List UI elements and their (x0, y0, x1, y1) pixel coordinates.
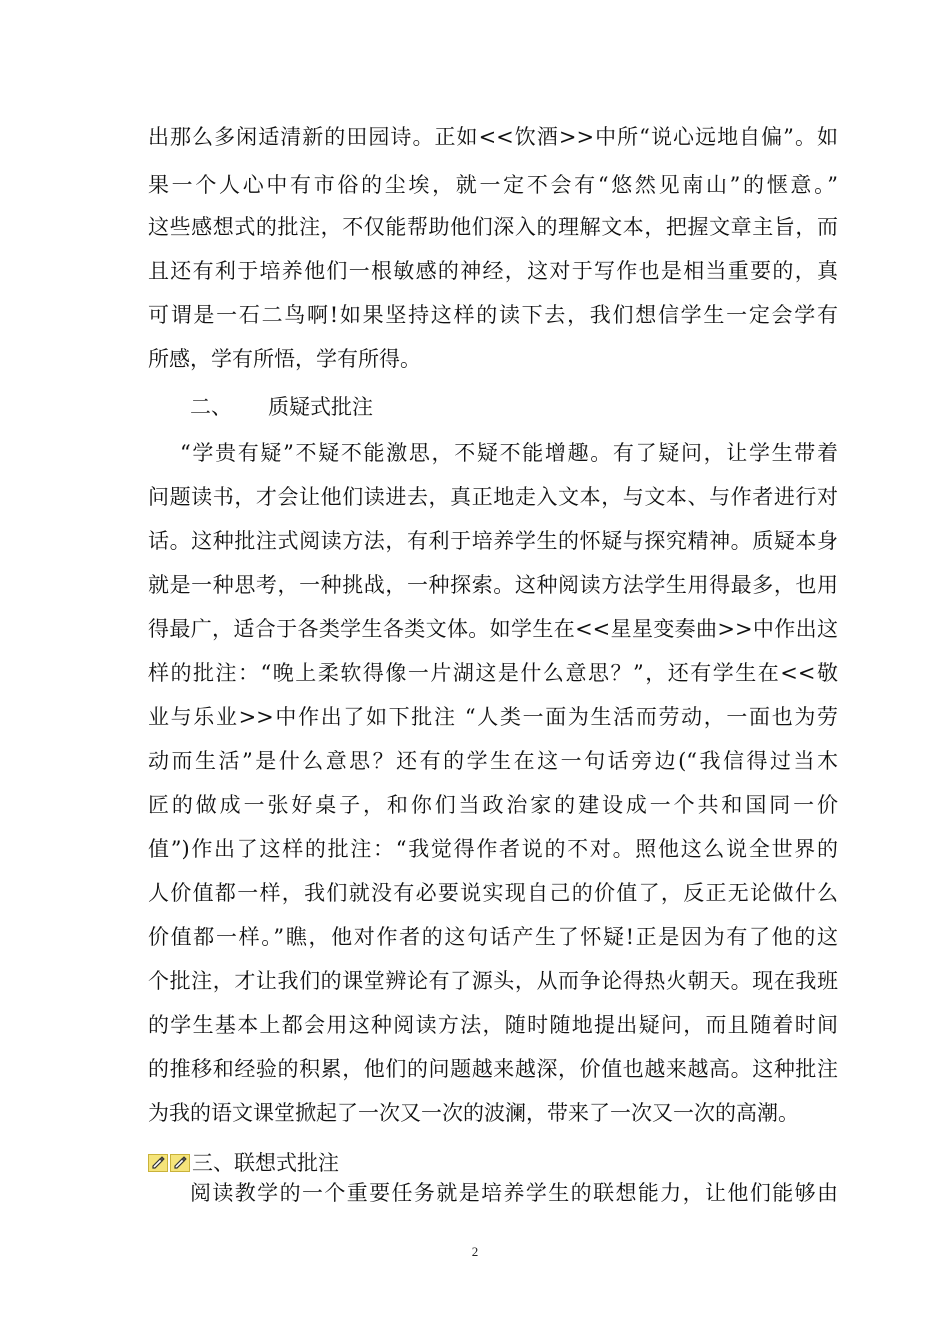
paragraph-line: 且还有利于培养他们一根敏感的神经，这对于写作也是相当重要的，真 (148, 259, 838, 283)
paragraph-line: 这些感想式的批注，不仅能帮助他们深入的理解文本，把握文章主旨，而 (148, 215, 838, 239)
paragraph-line: 出那么多闲适清新的田园诗。正如<<饮酒>>中所“说心远地自偏”。如 (148, 125, 838, 149)
paragraph-line: 为我的语文课堂掀起了一次又一次的波澜，带来了一次又一次的高潮。 (148, 1101, 799, 1125)
paragraph-line: 话。这种批注式阅读方法，有利于培养学生的怀疑与探究精神。质疑本身 (148, 529, 838, 553)
section-title: 三、联想式批注 (192, 1151, 339, 1175)
paragraph-line: 匠的做成一张好桌子，和你们当政治家的建设成一个共和国同一价 (148, 793, 838, 817)
paragraph-line: 得最广，适合于各类学生各类文体。如学生在<<星星变奏曲>>中作出这 (148, 617, 838, 641)
paragraph-line: 的推移和经验的积累，他们的问题越来越深，价值也越来越高。这种批注 (148, 1057, 838, 1081)
section-title: 质疑式批注 (268, 395, 373, 419)
section-heading-2 (190, 392, 373, 422)
comment-marker-icon[interactable] (170, 1154, 190, 1172)
section-heading-3 (148, 1148, 339, 1178)
comment-markers[interactable] (148, 1154, 190, 1172)
paragraph-line: 样的批注：“晚上柔软得像一片湖这是什么意思？”，还有学生在<<敬 (148, 661, 838, 685)
paragraph-line: 所感，学有所悟，学有所得。 (148, 347, 421, 371)
comment-marker-icon[interactable] (148, 1154, 168, 1172)
paragraph-line: 业与乐业>>中作出了如下批注 “人类一面为生活而劳动，一面也为劳 (148, 705, 838, 729)
paragraph-line: 问题读书，才会让他们读进去，真正地走入文本，与文本、与作者进行对 (148, 485, 838, 509)
paragraph-line: 果一个人心中有市俗的尘埃，就一定不会有“悠然见南山”的惬意。” (148, 173, 838, 197)
paragraph-line: 价值都一样。”瞧，他对作者的这句话产生了怀疑!正是因为有了他的这 (148, 925, 838, 949)
paragraph-line: 就是一种思考，一种挑战，一种探索。这种阅读方法学生用得最多，也用 (148, 573, 838, 597)
paragraph-line: 个批注，才让我们的课堂辨论有了源头，从而争论得热火朝天。现在我班 (148, 969, 838, 993)
paragraph-line: 动而生活”是什么意思？还有的学生在这一句话旁边(“我信得过当木 (148, 749, 838, 773)
paragraph-line: 阅读教学的一个重要任务就是培养学生的联想能力，让他们能够由 (190, 1181, 838, 1205)
paragraph-line: 人价值都一样，我们就没有必要说实现自己的价值了，反正无论做什么 (148, 881, 838, 905)
page-number: 2 (471, 1244, 479, 1259)
section-number: 二、 (190, 395, 232, 419)
paragraph-line: 可谓是一石二鸟啊!如果坚持这样的读下去，我们想信学生一定会学有 (148, 303, 838, 327)
paragraph-line: “学贵有疑”不疑不能激思，不疑不能增趣。有了疑问，让学生带着 (180, 441, 838, 465)
paragraph-line: 值”)作出了这样的批注：“我觉得作者说的不对。照他这么说全世界的 (148, 837, 838, 861)
paragraph-line: 的学生基本上都会用这种阅读方法，随时随地提出疑问，而且随着时间 (148, 1013, 838, 1037)
